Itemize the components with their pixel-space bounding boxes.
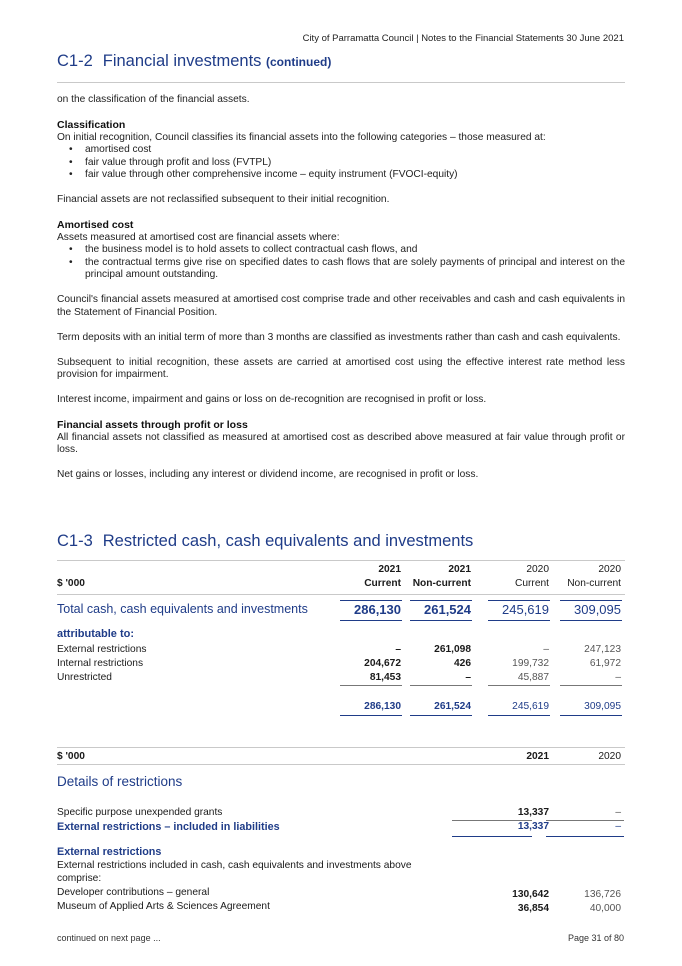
classification-heading: Classification [57,119,126,131]
section-rule [57,82,625,83]
row-value: 426 [454,658,471,669]
row-value: 247,123 [584,644,621,655]
total-value: 245,619 [502,602,549,617]
double-underline [452,836,532,837]
double-underline [560,715,622,716]
row-value: 136,726 [584,889,621,900]
table-row [57,658,625,672]
table-row [57,644,625,658]
double-underline [488,715,550,716]
row-label: Developer contributions – general [57,887,210,898]
total-value: 286,130 [354,602,401,617]
fvtpl-text-2: Net gains or losses, including any interest or dividend income, are recognised in profit or loss. [57,469,479,480]
fvtpl-text: All financial assets not classified as measured at amortised cost as described above measured at fair value through profit or loss. [57,431,625,455]
col-type: Current [515,578,549,589]
total-box-bottom [340,620,402,621]
total-box-bottom [410,620,472,621]
subtotal-row [57,701,625,715]
underline [410,685,472,686]
table-header-years [57,564,625,578]
attributable-label: attributable to: [57,628,134,640]
list-item: • the business model is to hold assets to collect contractual cash flows, and [85,244,625,257]
total-box-top [560,600,622,601]
row-value: – [615,807,621,818]
col-type: Non-current [412,578,471,589]
total-box-bottom [560,620,622,621]
ext-liab-row [57,821,625,835]
row-value: 61,972 [589,658,621,669]
row-value: – [465,672,471,683]
total-box-top [340,600,402,601]
row-label: Specific purpose unexpended grants [57,807,223,818]
underline [560,685,622,686]
intro-text: on the classification of the financial assets. [57,94,250,105]
paragraph: Term deposits with an initial term of more than 3 months are classified as investments rather than cash and cash equivalents. [57,331,621,343]
col-year: 2021 [378,564,401,575]
section-title-c1-3 [57,532,473,551]
row-value: 13,337 [517,821,549,832]
amortised-heading: Amortised cost [57,219,134,231]
ext-rows [57,887,625,915]
row-value: – [615,672,621,683]
row-value: 40,000 [589,903,621,914]
table-header-types [57,578,625,592]
total-label: Total cash, cash equivalents and investments [57,602,308,616]
section-number: C1-2 [57,52,93,70]
details-heading: Details of restrictions [57,774,183,789]
restrictions-table-header [57,751,625,765]
col-year: 2020 [598,564,621,575]
double-underline [340,715,402,716]
row-value: – [615,821,621,832]
row-value: 130,642 [512,889,549,900]
attributable-block [57,628,625,686]
unit-label: $ '000 [57,578,85,589]
continued-note: continued on next page ... [57,933,161,943]
row-value: 36,854 [517,903,549,914]
ext-heading: External restrictions [57,846,162,858]
table-rule [57,747,625,748]
section-rule [57,560,625,561]
paragraph: Interest income, impairment and gains or loss on de-recognition are recognised in profit or loss. [57,394,487,405]
double-underline [546,836,624,837]
fvtpl-heading: Financial assets through profit or loss [57,419,248,431]
c1-2-body [57,94,625,494]
section-number: C1-3 [57,532,93,550]
row-label: Unrestricted [57,672,112,683]
row-label: Internal restrictions [57,658,144,669]
paragraph: Council's financial assets measured at amortised cost comprise trade and other receivables and cash and cash equivalents in the Statement of Financial Position. [57,294,625,318]
grants-row [57,807,625,821]
table-rule [57,764,625,765]
table-row [57,901,625,915]
total-box-bottom [488,620,550,621]
total-value: 309,095 [574,602,621,617]
classification-list [57,144,625,182]
total-box-top [410,600,472,601]
subtotal-value: 286,130 [364,701,401,712]
row-value: 81,453 [369,672,401,683]
section-title-c1-2 [57,52,331,71]
col-year: 2020 [526,564,549,575]
section-title-text: Financial investments [102,52,262,70]
list-item: • the contractual terms give rise on specified dates to cash flows that are solely payments of principal and interest on the principal amount outstanding. [85,257,625,282]
list-item: • amortised cost [85,144,625,157]
amortised-text: Assets measured at amortised cost are financial assets where: [57,231,340,243]
row-label: External restrictions [57,644,147,655]
paragraph: Subsequent to initial recognition, these assets are carried at amortised cost using the effective interest rate method less provision for impairment. [57,356,625,380]
table-row [57,887,625,901]
section-title-text: Restricted cash, cash equivalents and investments [102,532,474,550]
total-row [57,602,625,620]
row-value: 13,337 [517,807,549,818]
table-row [57,672,625,686]
unit-label: $ '000 [57,751,85,762]
col-type: Current [364,578,401,589]
row-value: 204,672 [364,658,401,669]
subtotal-value: 309,095 [584,701,621,712]
not-reclassified-text: Financial assets are not reclassified subsequent to their initial recognition. [57,194,390,205]
col-type: Non-current [567,578,621,589]
page-number: Page 31 of 80 [567,933,624,943]
subtotal-value: 261,524 [434,701,471,712]
subtotal-value: 245,619 [512,701,549,712]
list-item: • fair value through profit and loss (FVTPL) [85,157,625,170]
running-header: City of Parramatta Council | Notes to the Financial Statements 30 June 2021 [302,33,624,44]
col-year: 2020 [598,751,621,762]
row-label: Museum of Applied Arts & Sciences Agreement [57,901,270,912]
amortised-list [57,244,625,282]
row-value: – [395,644,401,655]
double-underline [410,715,472,716]
row-value: – [543,644,549,655]
restricted-cash-table [57,564,625,592]
row-value: 261,098 [434,644,471,655]
table-rule [57,594,625,595]
underline [488,685,550,686]
section-title-suffix: (continued) [266,55,332,69]
ext-desc: External restrictions included in cash, cash equivalents and investments above comprise: [57,860,412,884]
total-box-top [488,600,550,601]
col-year: 2021 [526,751,549,762]
col-year: 2021 [448,564,471,575]
row-value: 45,887 [517,672,549,683]
list-item: • fair value through other comprehensive income – equity instrument (FVOCI-equity) [85,169,625,182]
classification-text: On initial recognition, Council classifies its financial assets into the following categories – those measured at: [57,131,546,143]
row-value: 199,732 [512,658,549,669]
row-label: External restrictions – included in liabilities [57,821,280,833]
underline [340,685,402,686]
total-value: 261,524 [424,602,471,617]
